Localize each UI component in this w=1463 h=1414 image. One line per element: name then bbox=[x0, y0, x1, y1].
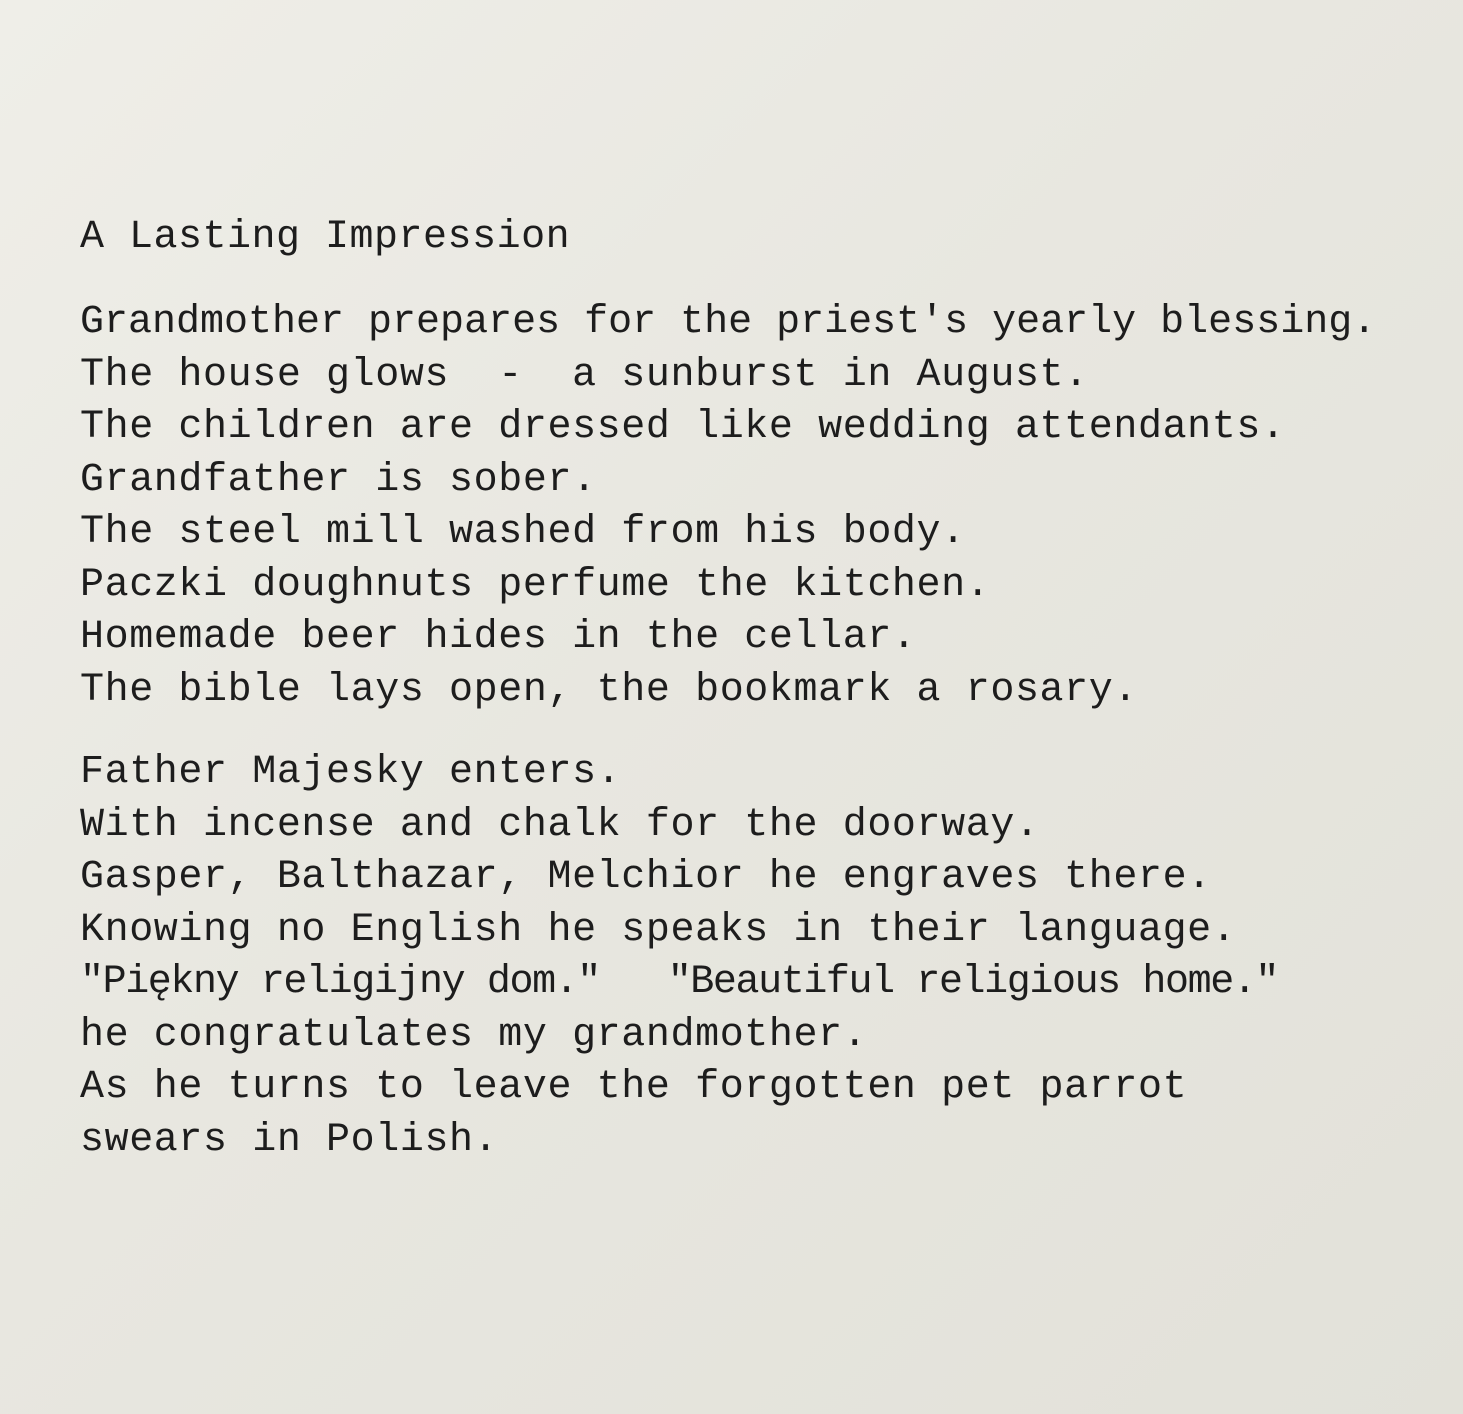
poem-line: As he turns to leave the forgotten pet parrot bbox=[80, 1065, 1188, 1110]
poem-line: The children are dressed like wedding attendants. bbox=[80, 405, 1286, 450]
poem-line: Knowing no English he speaks in their language. bbox=[80, 907, 1237, 953]
poem-line: The house glows - a sunburst in August. bbox=[80, 352, 1089, 398]
stanza-1 bbox=[80, 297, 1376, 717]
poem-line: Homemade beer hides in the cellar. bbox=[80, 615, 917, 660]
poem-line: he congratulates my grandmother. bbox=[80, 1012, 868, 1058]
poem-line: The bible lays open, the bookmark a rosary. bbox=[80, 667, 1138, 713]
poem-line: The steel mill washed from his body. bbox=[80, 510, 966, 555]
poem-line: With incense and chalk for the doorway. bbox=[80, 802, 1040, 848]
poem-line: Grandfather is sober. bbox=[80, 457, 597, 503]
poem-title: A Lasting Impression bbox=[80, 215, 571, 260]
poem-line: swears in Polish. bbox=[80, 1117, 499, 1163]
stanza-2 bbox=[80, 747, 1278, 1167]
poem-line: Paczki doughnuts perfume the kitchen. bbox=[80, 562, 991, 608]
poem-line: Grandmother prepares for the priest's yearly blessing. bbox=[80, 300, 1377, 345]
poem-line: Gasper, Balthazar, Melchior he engraves there. bbox=[80, 855, 1212, 900]
poem-line: "Piękny religijny dom." "Beautiful religious home." bbox=[80, 960, 1279, 1005]
poem-line: Father Majesky enters. bbox=[80, 750, 622, 795]
